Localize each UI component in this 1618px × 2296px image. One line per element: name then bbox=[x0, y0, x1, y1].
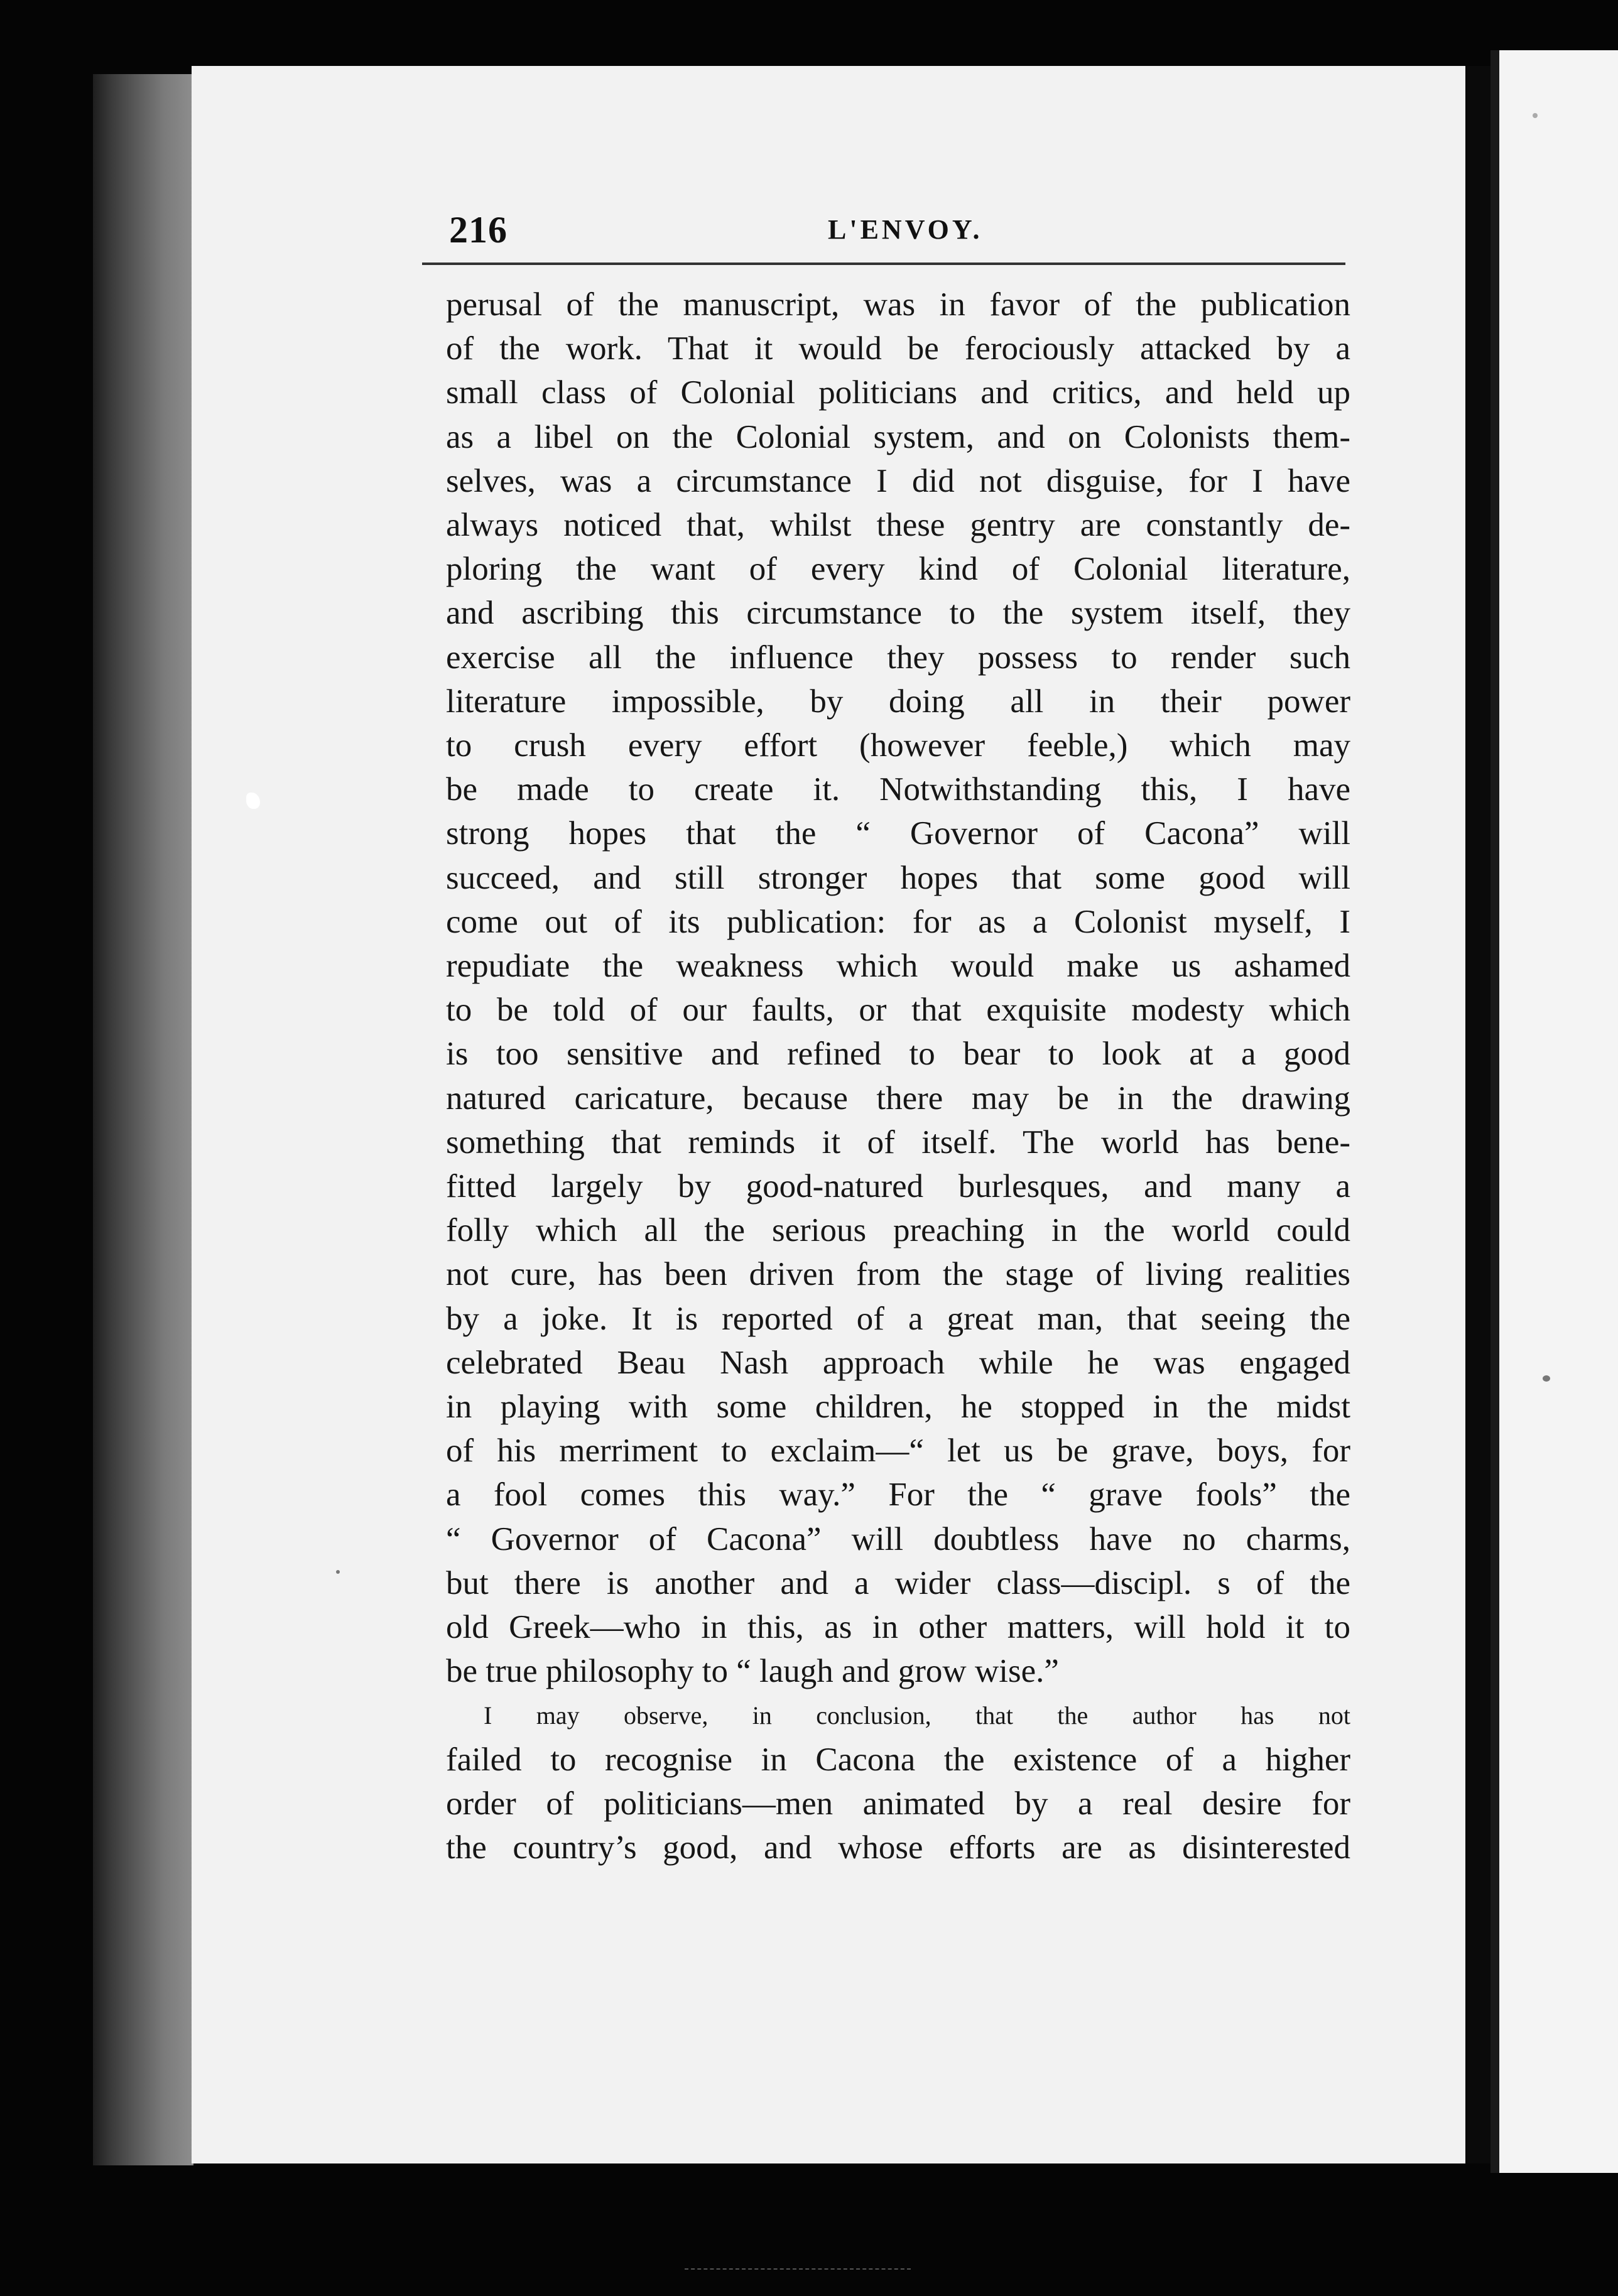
text-line: small class of Colonial politicians and critics, and held up bbox=[446, 374, 1350, 411]
text-line: folly which all the serious preaching in the world could bbox=[446, 1212, 1350, 1249]
text-line: as a libel on the Colonial system, and on Colonists them- bbox=[446, 418, 1350, 455]
page-number: 216 bbox=[449, 209, 508, 251]
facing-page-edge bbox=[1490, 50, 1499, 2173]
scan-artifact-marks bbox=[685, 2268, 911, 2273]
text-line: selves, was a circumstance I did not disguise, for I have bbox=[446, 462, 1350, 499]
running-head: L'ENVOY. bbox=[828, 214, 983, 245]
page-edge-shadow bbox=[93, 74, 193, 2165]
text-line: come out of its publication: for as a Colonist myself, I bbox=[446, 903, 1350, 940]
text-line: repudiate the weakness which would make us ashamed bbox=[446, 948, 1350, 985]
text-line: is too sensitive and refined to bear to look at a good bbox=[446, 1036, 1350, 1073]
text-line: be made to create it. Notwithstanding this, I have bbox=[446, 771, 1350, 808]
text-line: literature impossible, by doing all in their power bbox=[446, 683, 1350, 720]
text-line: perusal of the manuscript, was in favor of the publication bbox=[446, 286, 1350, 323]
facing-page bbox=[1490, 50, 1618, 2173]
text-line: always noticed that, whilst these gentry are constantly de- bbox=[446, 507, 1350, 544]
text-line: exercise all the influence they possess to render such bbox=[446, 639, 1350, 676]
body-text bbox=[446, 283, 1350, 1870]
text-line: succeed, and still stronger hopes that some good will bbox=[446, 859, 1350, 896]
text-line: fitted largely by good-natured burlesques, and many a bbox=[446, 1168, 1350, 1205]
scan-speck bbox=[336, 1570, 340, 1574]
text-line: something that reminds it of itself. The world has bene- bbox=[446, 1124, 1350, 1161]
text-line: order of politicians—men animated by a real desire for bbox=[446, 1785, 1350, 1822]
text-line: the country’s good, and whose efforts are as disinterested bbox=[446, 1829, 1350, 1866]
scan-speck bbox=[1543, 1375, 1550, 1382]
scan-speck bbox=[1533, 113, 1538, 118]
text-line: celebrated Beau Nash approach while he was engaged bbox=[446, 1344, 1350, 1381]
text-line: of his merriment to exclaim—“ let us be grave, boys, for bbox=[446, 1432, 1350, 1470]
text-line: strong hopes that the “ Governor of Cacona” will bbox=[446, 815, 1350, 852]
text-line: by a joke. It is reported of a great man, that seeing the bbox=[446, 1300, 1350, 1337]
text-line: of the work. That it would be ferociously attacked by a bbox=[446, 330, 1350, 367]
text-line: “ Governor of Cacona” will doubtless have no charms, bbox=[446, 1520, 1350, 1557]
text-line: not cure, has been driven from the stage of living realities bbox=[446, 1256, 1350, 1293]
text-line: natured caricature, because there may be in the drawing bbox=[446, 1080, 1350, 1117]
text-line: a fool comes this way.” For the “ grave fools” the bbox=[446, 1476, 1350, 1514]
header-rule bbox=[422, 263, 1345, 265]
text-line: and ascribing this circumstance to the system itself, they bbox=[446, 595, 1350, 632]
text-line: I may observe, in conclusion, that the author has not bbox=[484, 1701, 1350, 1730]
text-line: to crush every effort (however feeble,) which may bbox=[446, 727, 1350, 764]
page-gutter bbox=[1465, 66, 1490, 2163]
text-line: failed to recognise in Cacona the existence of a higher bbox=[446, 1741, 1350, 1778]
text-line: be true philosophy to “ laugh and grow wise.” bbox=[446, 1653, 1059, 1690]
text-line: to be told of our faults, or that exquisite modesty which bbox=[446, 992, 1350, 1029]
text-line: in playing with some children, he stopped in the midst bbox=[446, 1389, 1350, 1426]
text-line: ploring the want of every kind of Colonial literature, bbox=[446, 551, 1350, 588]
text-line: old Greek—who in this, as in other matters, will hold it to bbox=[446, 1609, 1350, 1646]
text-line: but there is another and a wider class—discipl. s of the bbox=[446, 1564, 1350, 1601]
page-header bbox=[449, 208, 1341, 251]
